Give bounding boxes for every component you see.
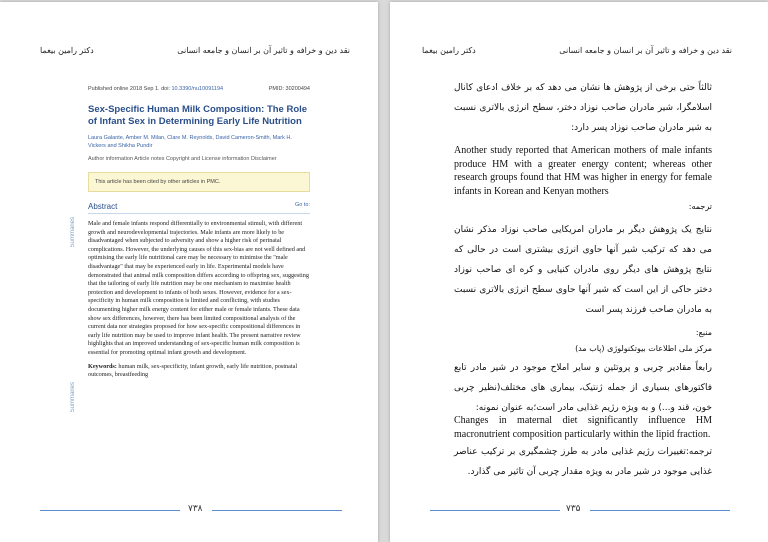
running-header-title: نقد دین و خرافه و تاثیر آن بر انسان و جامعه انسانی	[559, 46, 732, 55]
article-authors[interactable]: Laura Galante, Amber M. Milan, Clare M. Reynolds, David Cameron-Smith, Mark H. Vickers and Shikha Pundir	[88, 135, 292, 149]
source-text: مرکز ملی اطلاعات بیوتکنولوژی (پاب مد)	[575, 344, 712, 353]
keywords-list: human milk, sex-specificity, infant growth, early life nutrition, postnatal outcomes, breastfeeding	[88, 362, 298, 379]
page-number: ۷۳۵	[566, 504, 581, 514]
translation-paragraph: نتایج یک پژوهش دیگر بر مادران امریکایی صاحب نوزاد مذکر نشان می دهد که ترکیب شیر آنها حاوی انرژی بیشتری است در حالی که نتایج پژوهش های دیگر روی مادران کنیایی و کره ای صاحب نوزاد دختر حاکی از این است که شیر آنها حاوی سطح انرژی بالاتری نسبت به مادران صاحب فرزند پسر است	[454, 225, 712, 315]
pmid: PMID: 30200494	[268, 86, 310, 92]
article-title: Sex-Specific Human Milk Composition: The Role of Infant Sex in Determining Early Life Nutrition	[88, 104, 308, 127]
footer-rule-right	[590, 510, 730, 511]
page-number: ۷۳۸	[188, 504, 203, 514]
running-header-author: دکتر رامین بیغما	[422, 46, 476, 55]
paragraph-thirdly: ثالثاً حتی برخی از پژوهش ها نشان می دهد که بر خلاف ادعای کانال اسلامگرا، شیر مادران صاحب نوزاد دختر، سطح انرژی بالاتری نسبت به شیر مادران صاحب نوزاد پسر دارد:	[454, 83, 712, 133]
cited-by-notice: This article has been cited by other articles in PMC.	[88, 172, 310, 192]
running-header-author: دکتر رامین بیغما	[40, 46, 94, 55]
author-info-links[interactable]: Author information Article notes Copyright and License information Disclaimer	[88, 156, 277, 162]
doi-link[interactable]: 10.3390/nu10091194	[171, 86, 224, 92]
diet-translation: ترجمه:تغییرات رژیم غذایی مادر به طرز چشمگیری بر ترکیب عناصر غذایی موجود در شیر مادر به ویژه مقدار چربی آن تاثیر می گذارد.	[454, 447, 712, 477]
footer-rule-left	[430, 510, 560, 511]
english-quote-diet: Changes in maternal diet significantly influence HM macronutrient composition particularly within the lipid fraction.	[454, 415, 712, 440]
published-prefix: Published online 2018 Sep 1. doi:	[88, 86, 170, 92]
english-quote-energy: Another study reported that American mothers of male infants produce HM with a greater energy content; whereas other research groups found that HM was higher in energy for female infants in Korean and Kenyan mothers	[454, 145, 712, 197]
embedded-article-screenshot	[70, 82, 310, 492]
keywords-label: Keywords:	[88, 362, 117, 370]
footer-rule-left	[40, 510, 180, 511]
publication-line	[88, 86, 310, 92]
side-tab-summaries-2: Summaries	[70, 382, 76, 413]
side-tab-summaries: Summaries	[70, 217, 76, 248]
abstract-heading: Abstract	[88, 202, 118, 211]
keywords	[88, 363, 310, 380]
right-page	[390, 2, 768, 542]
left-page	[0, 2, 378, 542]
running-header-title: نقد دین و خرافه و تاثیر آن بر انسان و جامعه انسانی	[177, 46, 350, 55]
abstract-header	[88, 202, 310, 214]
abstract-text: Male and female infants respond differentially to environmental stimuli, with different growth and neurodevelopmental trajectories. Male infants are more likely to be disadvantaged when subjected to adversity and show a higher risk of perinatal complications. However, the underlying causes of this sex-bias are not well defined and optimising the early life nutritional care may be necessary to minimise the "male disadvantage" that may be experienced early in life. Experimental models have demonstrated that animal milk composition differs according to offspring sex, suggesting that the tailoring of early life nutrition may be one mechanism to maximise health protection and development to infants of both sexes. However, evidence for a sex-specificity in human milk composition is limited and conflicting, with studies documenting higher milk energy content for either male or female infants. These data show sex differences, however, there has been limited compositional analysis of the current data nor strategies proposed for how sex-specific compositional differences in early life nutrition may be used to improve infant health. The present narrative review highlights that an improved understanding of sex-specific human milk composition is essential for promoting optimal infant growth and development.	[88, 220, 309, 356]
translation-label: ترجمه:	[688, 202, 712, 211]
footer-rule-right	[212, 510, 342, 511]
goto-link[interactable]: Go to:	[295, 202, 310, 208]
source-label: منبع:	[695, 328, 712, 337]
paragraph-fourthly: رابعاً مقادیر چربی و پروتئین و سایر املاح موجود در شیر مادر تابع فاکتورهای بسیاری از جمله ژنتیک، بیماری های مختلف(نظیر چربی خون، قند و...) و به ویژه رژیم غذایی مادر است؛به عنوان نمونه:	[454, 363, 712, 413]
